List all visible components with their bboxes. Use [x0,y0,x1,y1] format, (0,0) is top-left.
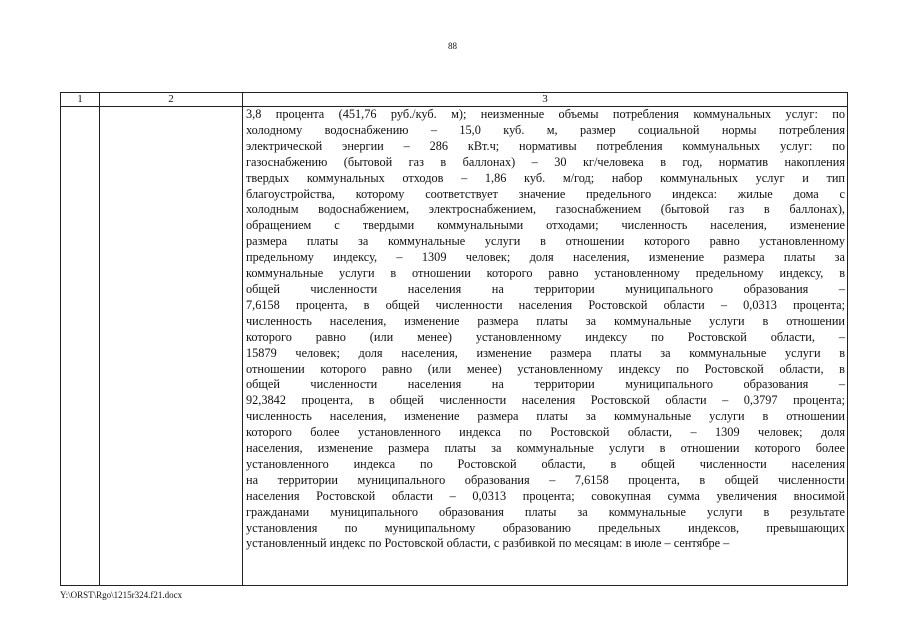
text-line: общей численности населения на территории муниципального образования – [246,377,845,392]
text-line: численность населения, изменение размера платы за коммунальные услуги в отношении [246,313,845,328]
text-line: 92,3842 процента, в общей численности населения Ростовской области – 0,3797 процента; [246,393,845,408]
cell-col-1 [61,107,100,586]
table-header-row [61,93,848,107]
text-line: численность населения, изменение размера платы за коммунальные услуги в отношении [246,409,845,424]
text-line: установленный индекс по Ростовской области, с разбивкой по месяцам: в июле – сентябре – [246,536,730,551]
text-line: твердых коммунальных отходов – 1,86 куб. м/год; набор коммунальных услуг и тип [246,170,845,185]
text-line: населения Ростовской области – 0,0313 процента; совокупная сумма увеличения вносимой [246,488,845,503]
text-line: которого равно (или менее) установленному индексу по Ростовской области, – [246,329,845,344]
header-col-1: 1 [61,93,100,107]
text-line: установления по муниципальному образованию предельных индексов, превышающих [246,520,845,535]
text-line: на территории муниципального образования – 7,6158 процента, в общей численности [246,472,845,487]
text-line: 3,8 процента (451,76 руб./куб. м); неизменные объемы потребления коммунальных услуг: по [246,107,845,121]
text-line: 7,6158 процента, в общей численности населения Ростовской области – 0,0313 процента; [246,297,845,312]
text-line: электрической энергии – 286 кВт.ч; нормативы потребления коммунальных услуг: по [246,138,845,153]
text-line: холодному водоснабжению – 15,0 куб. м, размер социальной нормы потребления [246,122,845,137]
text-line: гражданами муниципального образования платы за коммунальные услуги в результате [246,504,845,519]
text-line: благоустройства, которому соответствует значение предельного индекса: жилые дома с [246,186,845,201]
document-table [60,92,848,586]
text-line: общей численности населения на территории муниципального образования – [246,281,845,296]
text-line: коммунальные услуги в отношении которого равно установленному предельному индексу, в [246,266,845,281]
text-line: размера платы за коммунальные услуги в отношении которого равно установленному [246,234,845,249]
text-line: газоснабжению (бытовой газ в баллонах) – 30 кг/человека в год, норматив накопления [246,154,845,169]
table-row [61,107,848,586]
header-col-3: 3 [243,93,848,107]
text-line: 15879 человек; доля населения, изменение размера платы за коммунальные услуги в [246,345,845,360]
cell-col-3-text [243,107,848,586]
text-line: отношении которого равно (или менее) установленному индексу по Ростовской области, в [246,361,845,376]
footer-file-path: Y:\ORST\Rgo\1215r324.f21.docx [60,590,183,600]
text-line: установленного индекса по Ростовской области, в общей численности населения [246,456,845,471]
header-col-2: 2 [100,93,243,107]
text-line: предельному индексу, – 1309 человек; доля населения, изменение размера платы за [246,250,845,265]
text-line: обращением с твердыми коммунальными отходами; численность населения, изменение [246,218,845,233]
text-line: которого более установленного индекса по Ростовской области, – 1309 человек; доля [246,425,845,440]
cell-col-2 [100,107,243,586]
text-line: холодным водоснабжением, электроснабжением, газоснабжением (бытовой газ в баллонах), [246,202,845,217]
text-line: населения, изменение размера платы за коммунальные услуги в отношении которого более [246,441,845,456]
page-number: 88 [448,41,457,51]
